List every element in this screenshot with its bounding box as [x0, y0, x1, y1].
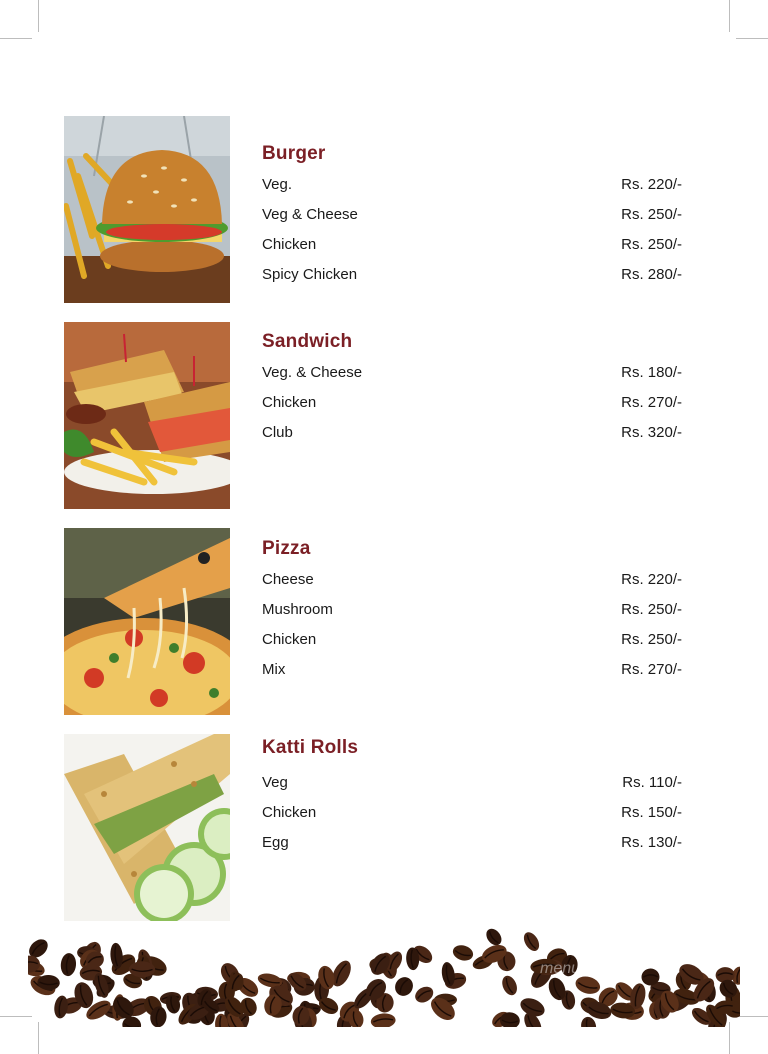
coffee-bean	[499, 973, 519, 997]
menu-section-pizza	[64, 528, 704, 718]
coffee-bean	[451, 943, 475, 963]
menu-item	[262, 659, 682, 679]
item-price: Rs. 250/-	[621, 600, 682, 618]
section-heading: Sandwich	[262, 331, 353, 352]
item-price: Rs. 220/-	[621, 175, 682, 193]
item-price: Rs. 220/-	[621, 570, 682, 588]
crop-mark	[736, 1016, 768, 1017]
coffee-bean	[521, 930, 542, 954]
section-heading: Burger	[262, 143, 326, 164]
menu-item	[262, 629, 682, 649]
section-heading: Pizza	[262, 538, 311, 559]
menu-item	[262, 362, 682, 382]
menu-item	[262, 832, 682, 852]
item-price: Rs. 130/-	[621, 833, 682, 851]
item-price: Rs. 180/-	[621, 363, 682, 381]
menu-section-burger	[64, 116, 704, 306]
crop-mark	[38, 0, 39, 32]
coffee-bean	[392, 974, 417, 999]
item-name: Chicken	[262, 235, 317, 253]
menu-item	[262, 802, 682, 822]
item-price: Rs. 320/-	[621, 423, 682, 441]
item-name: Chicken	[262, 630, 317, 648]
watermark: menu	[540, 960, 581, 977]
item-price: Rs. 270/-	[621, 393, 682, 411]
coffee-bean	[53, 995, 69, 1020]
pizza-photo	[64, 528, 230, 715]
menu-item	[262, 392, 682, 412]
item-price: Rs. 150/-	[621, 803, 682, 821]
item-price: Rs. 110/-	[622, 773, 682, 791]
menu-item	[262, 599, 682, 619]
menu-section-sandwich	[64, 322, 704, 512]
item-name: Veg & Cheese	[262, 205, 358, 223]
item-price: Rs. 250/-	[621, 630, 682, 648]
item-price: Rs. 250/-	[621, 235, 682, 253]
coffee-bean	[483, 926, 504, 948]
item-name: Mix	[262, 660, 286, 678]
item-price: Rs. 270/-	[621, 660, 682, 678]
item-name: Veg	[262, 773, 288, 791]
menu-item	[262, 422, 682, 442]
item-name: Veg. & Cheese	[262, 363, 363, 381]
menu-item	[262, 204, 682, 224]
menu-item	[262, 174, 682, 194]
menu-item	[262, 772, 682, 792]
crop-mark	[729, 0, 730, 32]
menu-item	[262, 569, 682, 589]
item-price: Rs. 280/-	[621, 265, 682, 283]
coffee-bean	[60, 952, 77, 976]
item-name: Cheese	[262, 570, 314, 588]
sandwich-photo	[64, 322, 230, 509]
katti-roll-photo	[64, 734, 230, 921]
menu-item	[262, 264, 682, 284]
item-name: Spicy Chicken	[262, 265, 358, 283]
crop-mark	[0, 38, 32, 39]
item-name: Mushroom	[262, 600, 333, 618]
coffee-bean	[370, 1012, 396, 1027]
item-name: Egg	[262, 833, 289, 851]
crop-mark	[736, 38, 768, 39]
item-name: Chicken	[262, 393, 317, 411]
menu-section-katti-rolls	[64, 734, 704, 924]
item-name: Chicken	[262, 803, 317, 821]
item-name: Veg.	[262, 175, 293, 193]
item-name: Club	[262, 423, 293, 441]
burger-photo	[64, 116, 230, 303]
menu-item	[262, 234, 682, 254]
section-heading: Katti Rolls	[262, 737, 359, 758]
item-price: Rs. 250/-	[621, 205, 682, 223]
coffee-beans-decoration	[28, 915, 740, 1027]
